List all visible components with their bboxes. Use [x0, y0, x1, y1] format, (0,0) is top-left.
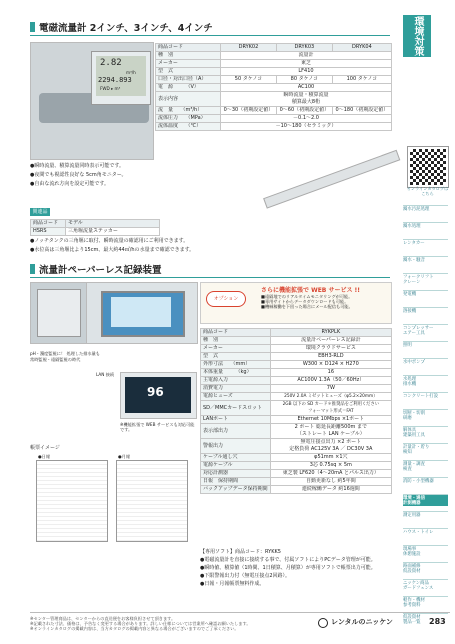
list-item: ●自由な流れ方向を設定可能です。 — [30, 181, 109, 187]
table-row: 表示部出力 2 ポート 総延長距離500m まで （ストレート LAN ケーブル） — [201, 424, 392, 439]
option-box — [200, 282, 392, 324]
qr-code-icon[interactable] — [408, 147, 448, 187]
recorder-photo-1 — [30, 282, 87, 344]
table-row: 本体重量 （kg） 16 — [201, 369, 392, 377]
table-row: 警報出力 無電圧接点出力 ×2 ポート 定格負荷 AC125V 3A ／ DC30V 3A — [201, 439, 392, 454]
sidebar-item[interactable]: 濁水・騒音 — [403, 256, 448, 263]
table-row: 種 別 流量計ペーパーレス記録計 — [201, 337, 392, 345]
screen-value: 96 — [147, 385, 164, 399]
monthly-report-image — [116, 460, 188, 542]
sidebar-item[interactable]: 仮設資材 製品一覧 — [403, 613, 448, 625]
table-row: 電源ケーブル 3芯 0.75sq × 5m — [201, 462, 392, 470]
list-item: ■専用サイトからデータダウンロードも可能。 — [261, 299, 349, 304]
table-row: 日報 保持期間 自動更新なし 約5年間 — [201, 478, 392, 486]
daily-report-image — [36, 460, 108, 542]
sidebar-item[interactable]: ハウス・トイレ — [403, 528, 448, 535]
brand-logo-icon — [318, 618, 328, 628]
web-note: ※機能拡張で WEB サービスも対応可能です。 — [120, 422, 195, 432]
table-row: SD／MMCカードスロット 2GB 以下の SD カード＊推奨品をご利用ください フォーマット形式＝FAT — [201, 401, 392, 416]
table-row: バックアップデータ保持期間 連続稼働データ 約16週間 — [201, 486, 392, 494]
table-row: 消費電力 7W — [201, 385, 392, 393]
table-row: 流体温度 （℃） －10～180（セラミック） — [156, 123, 392, 131]
header-rule — [30, 35, 390, 36]
log-month-label: ●月報 — [118, 454, 131, 459]
sidebar-item[interactable]: 濁水汚泥処理 — [403, 205, 448, 212]
sidebar-item[interactable]: 路面補修 仮設資材 — [403, 562, 448, 574]
section1-header — [30, 20, 390, 34]
sidebar-item[interactable]: フォークリフト クレーン — [403, 273, 448, 285]
ph-caption-2: 常時監視・遠隔監視の時代 — [30, 357, 81, 362]
header-bar — [30, 22, 35, 32]
table-row: 主電源入力 AC100V 1.3A（50／60Hz） — [201, 377, 392, 385]
table-row: 商品コード モデル — [31, 220, 160, 228]
display-unit: m³/h — [126, 70, 136, 75]
list-item: ●水位高は三角堰比より15cm、最大約44㎡/hの水量まで確認できます。 — [30, 247, 195, 253]
sidebar-item[interactable]: コンプレッサー エアー工具 — [403, 324, 448, 336]
ph-caption-area — [30, 345, 100, 395]
table-row: 流 量 （m³/h） 0～30（初期設定値） 0～60（初期設定値） 0～180（初期設定値） — [156, 107, 392, 115]
table-row: 型 式 EBH3-RLD — [201, 353, 392, 361]
sidebar-item[interactable]: 解体具 建築用工具 — [403, 426, 448, 438]
recorder-photo-2 — [86, 282, 198, 344]
table-row: HSRS 三角堰流量ステッカー — [31, 228, 160, 236]
table-row: 電 源 （V） AC100 — [156, 84, 392, 92]
ph-caption: pH・濁度監視に！ 処理した排水量も — [30, 351, 100, 356]
sidebar-item[interactable]: ニッケン商品 ガードフェンス — [403, 579, 448, 591]
sidebar-item[interactable]: 切断・切削 研磨 — [403, 409, 448, 421]
table-row: ケーブル通し穴 φ51mm ×1穴 — [201, 454, 392, 462]
log-title: 帳票イメージ — [30, 445, 60, 451]
option-title: さらに機能拡張で WEB サービス !! — [261, 287, 361, 294]
section2-title: 流量計ペーパーレス記録装置 — [39, 265, 162, 276]
list-item: ●瞬時流量、積算流量同時表示可能です。 — [30, 163, 124, 169]
table-row: LANポート Ethernet 10Mbps ×1ポート — [201, 416, 392, 424]
table-cell: DRYK04 — [332, 44, 391, 52]
footer-rule — [30, 612, 450, 613]
sidebar-item[interactable]: 発電機 — [403, 290, 448, 297]
flowmeter-photo — [30, 42, 154, 160]
footer-note: ※センター管理商品は、センターからの直送便をお客様負担させて頂きます。 — [30, 616, 176, 621]
accessory-notes — [30, 238, 194, 253]
header-rule — [30, 277, 390, 278]
log-day-label: ●日報 — [38, 454, 51, 459]
page-number: 283 — [429, 617, 446, 626]
list-item: ●ノッチタンクの三角堰に取付、瞬時流量の確認用にご利用できます。 — [30, 238, 189, 244]
sidebar-item[interactable]: 計量計・貯り 検知 — [403, 443, 448, 455]
software-line: 【専用ソフト】商品コード：RYKK5 — [200, 549, 281, 555]
option-items — [261, 294, 353, 309]
table-row — [156, 44, 392, 52]
sidebar-item[interactable]: コンクリート打設 — [403, 392, 448, 399]
section2-spec-table — [200, 328, 392, 494]
sidebar-item[interactable]: 測定用器 — [403, 511, 448, 518]
table-cell: DRYK02 — [221, 44, 277, 52]
table-row: メーカー 環境クラウドサービス — [201, 345, 392, 353]
sidebar-item[interactable]: 測量・調査 検査 — [403, 460, 448, 472]
section1-spec-table — [155, 43, 392, 131]
sidebar-item[interactable]: 溶接機 — [403, 307, 448, 314]
accessory-table — [30, 219, 160, 236]
sidebar-item[interactable]: レンタカー — [403, 239, 448, 246]
display-value-3: FWD ▸ m³ — [100, 86, 121, 91]
sidebar-item[interactable]: 水処理 排水機 — [403, 375, 448, 387]
list-item: ●瞬時値、積算値（1時間、1日積算、月積算）が専用ソフトで帳票出力可能。 — [200, 565, 376, 571]
header-bar — [30, 264, 35, 274]
display-value-1: 2.82 — [100, 58, 122, 68]
sidebar-item[interactable]: 照明 — [403, 341, 448, 348]
table-cell: DRYK03 — [276, 44, 332, 52]
sidebar-item[interactable]: 濁水処理 — [403, 222, 448, 229]
accessory-badge: 関連品 — [30, 208, 50, 216]
sticker-image — [265, 158, 395, 248]
recorder-device — [120, 372, 197, 419]
section2-header — [30, 262, 390, 276]
table-row: 商品コード RYKPLK — [201, 329, 392, 337]
list-item: ●電磁流量計を直接に接続する事で、付属ソフトによりPCデータ管理が可能。 — [200, 557, 376, 563]
sidebar-item[interactable]: 水中ポンプ — [403, 358, 448, 365]
lan-label: LAN 接続 — [96, 372, 115, 377]
qr-caption: オンラインカタログは こちら — [406, 186, 449, 196]
list-item: ■機械稼働を下回った場合にメール配信も可能。 — [261, 304, 353, 309]
list-item: ■遠隔地でのリアルタイムモニタリングが可能。 — [261, 294, 353, 299]
list-item: ●夜間でも視認性良好な 5cm角モニター。 — [30, 172, 127, 178]
table-cell: 商品コード — [156, 44, 221, 52]
sidebar-item[interactable]: 現場事 休憩施設 — [403, 545, 448, 557]
sidebar-item[interactable]: 消防・小型機器 — [403, 477, 448, 484]
table-row: 型 式 LF410 — [156, 68, 392, 76]
list-item: ●日報・月報帳票無料作成。 — [200, 581, 265, 587]
table-row: 外形寸法 （mm） W300 × D124 × H270 — [201, 361, 392, 369]
meter-display — [91, 51, 151, 105]
table-row: 表示内容 瞬時流量・積算流量 積算最大8桁 — [156, 92, 392, 107]
category-tab[interactable]: 環境対策 — [403, 15, 431, 57]
list-item: ●下限警報出力付（無電圧接点2回路）。 — [200, 573, 291, 579]
footer-notes — [30, 616, 251, 631]
sidebar-item-active[interactable]: 環境・通信 計測機器 — [403, 494, 448, 506]
table-row: 対応計測器 東芝製 LF620（4～20mA とパルス出力） — [201, 470, 392, 478]
table-row: 口径・対出口径（A） 50 タケノコ 80 タケノコ 100 タケノコ — [156, 76, 392, 84]
table-row: 電源ヒューズ 250V 2.0A ミゼットヒューズ（φ5.2×20mm） — [201, 393, 392, 401]
table-row: 種 別 流量計 — [156, 52, 392, 60]
section2-features — [200, 549, 376, 587]
table-row: 流体圧力 （MPa） －0.1～2.0 — [156, 115, 392, 123]
section1-features — [30, 163, 127, 187]
display-value-2: 2294.893 — [98, 76, 132, 84]
sidebar-item[interactable]: 軽作・機材 参考資料 — [403, 596, 448, 608]
footer-note: ※オンラインカタログの掲載内容は、当方カタログの掲載内容と異なる場合がございますのでご了承ください。 — [30, 626, 239, 631]
recorder-screen — [125, 377, 191, 413]
table-row: メーカー 東芝 — [156, 60, 392, 68]
option-label: オプション — [206, 291, 246, 307]
brand-name: レンタルのニッケン — [331, 618, 393, 626]
section1-title: 電磁流量計 2インチ、3インチ、4インチ — [39, 23, 213, 34]
footer-note: ※記載された寸法、価格は、予告なく変更する場合があります。詳しい仕様については営業所へ確認お願いたします。 — [30, 621, 251, 626]
